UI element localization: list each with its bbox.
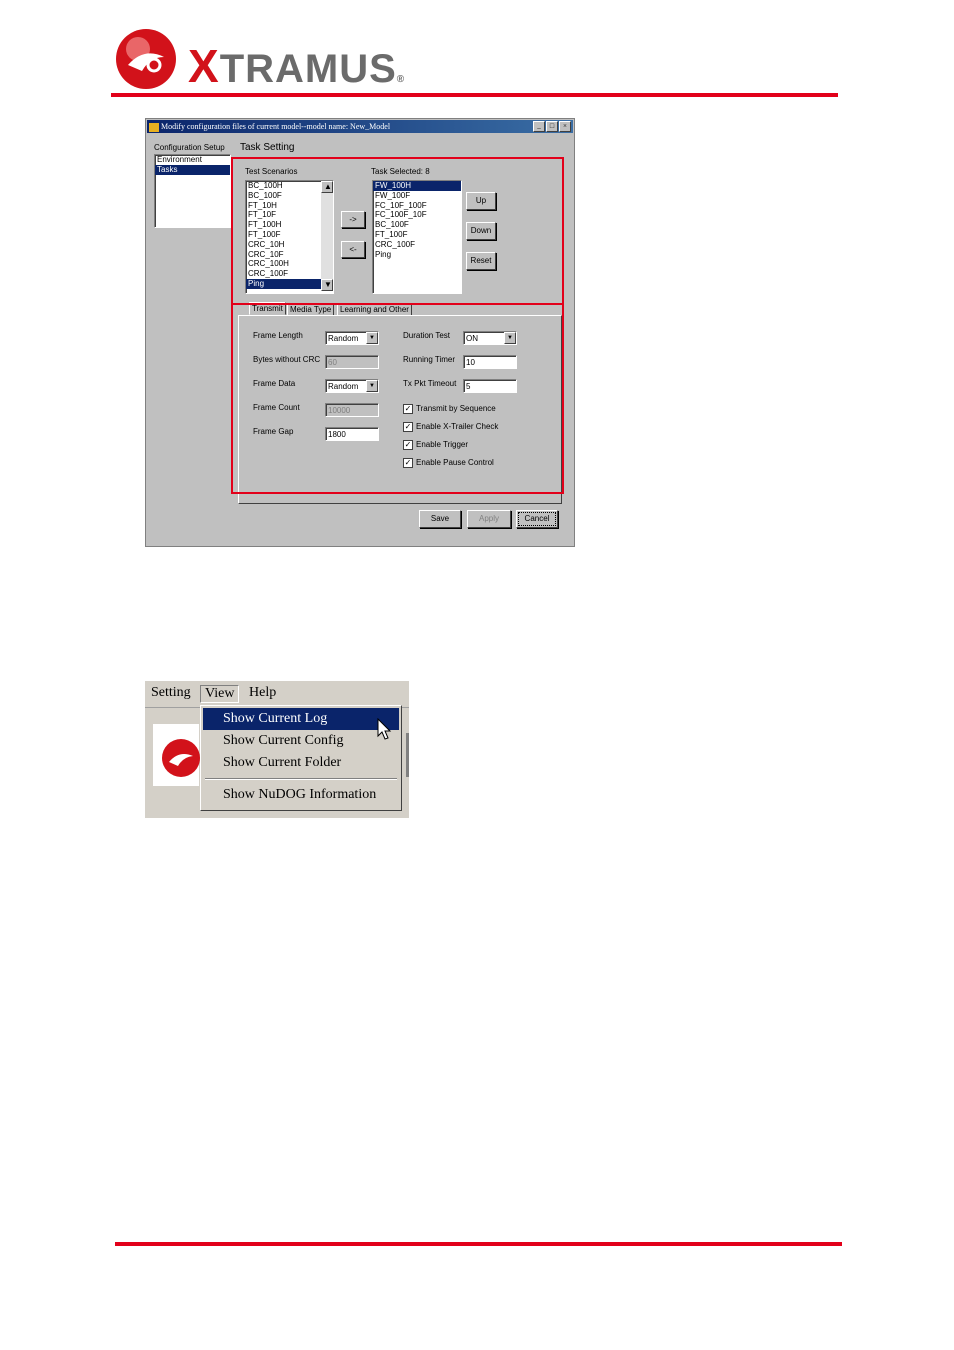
footer-divider — [115, 1242, 842, 1246]
running-timer-label: Running Timer — [403, 355, 456, 364]
menu-help[interactable]: Help — [249, 685, 277, 700]
menu-item-show-current-config[interactable]: Show Current Config — [223, 733, 344, 748]
mouse-cursor-icon — [377, 718, 393, 742]
config-item-environment[interactable]: Environment — [157, 155, 202, 164]
list-item[interactable]: CRC_100F — [375, 239, 416, 249]
config-dialog — [145, 118, 575, 547]
reset-button[interactable]: Reset — [466, 252, 496, 270]
task-setting-label: Task Setting — [240, 142, 295, 153]
apply-button[interactable]: Apply — [467, 510, 511, 528]
enable-x-trailer-check-label: Enable X-Trailer Check — [416, 422, 499, 431]
dialog-title: Modify configuration files of current model--model name: New_Model — [161, 122, 391, 131]
bytes-without-crc-input[interactable]: 60 — [325, 355, 379, 369]
enable-x-trailer-check-checkbox[interactable]: ✓ — [404, 422, 412, 431]
task-selected-list[interactable] — [372, 180, 462, 294]
scroll-down-icon[interactable]: ▼ — [321, 279, 333, 291]
frame-data-select[interactable]: Random — [325, 379, 379, 393]
duration-test-select[interactable]: ON — [463, 331, 517, 345]
menu-item-show-current-log[interactable]: Show Current Log — [203, 708, 399, 730]
list-item[interactable]: FW_100H — [373, 181, 461, 191]
dialog-icon — [149, 123, 159, 132]
brand-logo-rest: TRAMUS — [219, 47, 397, 91]
list-item[interactable]: FT_100F — [375, 229, 408, 239]
task-selected-label: Task Selected: 8 — [371, 167, 430, 176]
running-timer-input[interactable]: 10 — [463, 355, 517, 369]
brand-logo-letter: X — [188, 40, 220, 92]
frame-data-label: Frame Data — [253, 379, 296, 388]
header — [110, 25, 840, 100]
config-item-tasks[interactable]: Tasks — [155, 165, 230, 175]
tx-pkt-timeout-input[interactable]: 5 — [463, 379, 517, 393]
chevron-down-icon[interactable]: ▼ — [504, 332, 516, 344]
window-edge — [406, 733, 409, 777]
menu-item-show-current-folder[interactable]: Show Current Folder — [223, 755, 342, 770]
config-setup-label: Configuration Setup — [154, 143, 225, 152]
list-item[interactable]: Ping — [246, 279, 333, 289]
enable-trigger-checkbox[interactable]: ✓ — [404, 440, 412, 449]
test-scenarios-label: Test Scenarios — [245, 167, 298, 176]
close-button[interactable]: × — [559, 121, 571, 132]
transmit-by-sequence-checkbox[interactable]: ✓ — [404, 404, 412, 413]
header-divider — [111, 93, 838, 97]
list-item[interactable]: FC_10F_100F — [375, 200, 427, 210]
menu-separator — [205, 778, 397, 780]
xtramus-logo-icon — [114, 27, 178, 91]
dialog-titlebar — [147, 120, 573, 133]
up-button[interactable]: Up — [466, 192, 496, 210]
tab-learning-and-other[interactable]: Learning and Other — [337, 303, 412, 316]
maximize-button[interactable]: □ — [546, 121, 558, 132]
chevron-down-icon[interactable]: ▼ — [366, 332, 378, 344]
list-item[interactable]: CRC_10H — [248, 239, 285, 249]
down-button[interactable]: Down — [466, 222, 496, 240]
tx-pkt-timeout-label: Tx Pkt Timeout — [403, 379, 457, 388]
transmit-by-sequence-label: Transmit by Sequence — [416, 404, 496, 413]
list-item[interactable]: BC_100H — [248, 181, 283, 190]
test-scenarios-list[interactable] — [245, 180, 334, 294]
tab-transmit[interactable]: Transmit — [249, 302, 286, 315]
list-item[interactable]: Ping — [375, 249, 392, 259]
cancel-button[interactable]: Cancel — [516, 510, 558, 528]
app-logo-tile — [153, 724, 199, 786]
chevron-down-icon[interactable]: ▼ — [366, 380, 378, 392]
brand-trademark: ® — [396, 74, 406, 85]
frame-gap-label: Frame Gap — [253, 427, 294, 436]
view-menu-screenshot — [145, 681, 409, 818]
list-item[interactable]: BC_100F — [248, 190, 282, 200]
frame-gap-input[interactable]: 1800 — [325, 427, 379, 441]
frame-count-input[interactable]: 10000 — [325, 403, 379, 417]
brand-name — [188, 39, 405, 93]
frame-count-label: Frame Count — [253, 403, 300, 412]
config-setup-list — [154, 154, 231, 228]
list-item[interactable]: BC_100F — [375, 220, 409, 230]
frame-length-select[interactable]: Random — [325, 331, 379, 345]
list-item[interactable]: CRC_100H — [248, 259, 289, 269]
save-button[interactable]: Save — [419, 510, 461, 528]
list-item[interactable]: FW_100F — [375, 190, 411, 200]
remove-task-button[interactable]: <- — [341, 241, 365, 258]
enable-trigger-label: Enable Trigger — [416, 440, 469, 449]
list-item[interactable]: CRC_100F — [248, 269, 289, 279]
menu-item-show-nudog-information[interactable]: Show NuDOG Information — [223, 787, 377, 802]
frame-length-label: Frame Length — [253, 331, 303, 340]
list-item[interactable]: FT_100H — [248, 220, 282, 230]
enable-pause-control-checkbox[interactable]: ✓ — [404, 458, 412, 467]
list-item[interactable]: FT_100F — [248, 229, 281, 239]
add-task-button[interactable]: -> — [341, 211, 365, 228]
list-item[interactable]: CRC_10F — [248, 249, 284, 259]
scrollbar[interactable] — [321, 181, 333, 291]
xtramus-logo-icon — [161, 738, 201, 778]
view-dropdown-menu — [200, 705, 402, 811]
tab-media-type[interactable]: Media Type — [287, 303, 334, 316]
list-item[interactable]: FT_10H — [248, 200, 277, 210]
list-item[interactable]: FC_100F_10F — [375, 210, 427, 220]
scroll-up-icon[interactable]: ▲ — [321, 181, 333, 193]
minimize-button[interactable]: _ — [533, 121, 545, 132]
duration-test-label: Duration Test — [403, 331, 450, 340]
menu-view[interactable]: View — [200, 685, 239, 703]
bytes-without-crc-label: Bytes without CRC — [253, 355, 321, 364]
enable-pause-control-label: Enable Pause Control — [416, 458, 494, 467]
list-item[interactable]: FT_10F — [248, 210, 277, 220]
menu-setting[interactable]: Setting — [151, 685, 191, 700]
